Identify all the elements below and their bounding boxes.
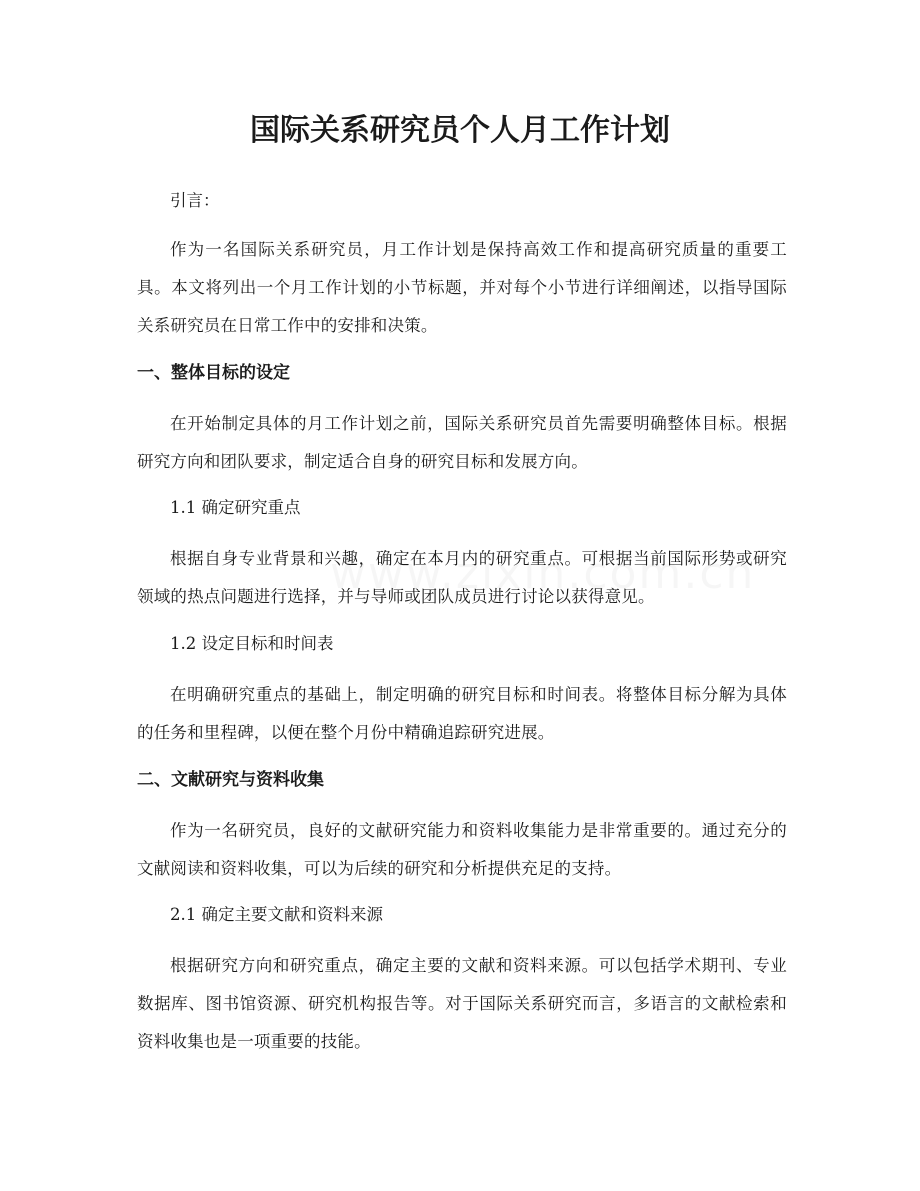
section-1-paragraph: 在开始制定具体的月工作计划之前，国际关系研究员首先需要明确整体目标。根据研究方向和团队要求，制定适合自身的研究目标和发展方向。 bbox=[137, 414, 787, 471]
subsection-2-1-heading: 2.1 确定主要文献和资料来源 bbox=[170, 905, 383, 924]
section-1-heading: 一、整体目标的设定 bbox=[137, 363, 290, 383]
subsection-1-2-paragraph: 在明确研究重点的基础上，制定明确的研究目标和时间表。将整体目标分解为具体的任务和里程碑，以便在整个月份中精确追踪研究进展。 bbox=[137, 685, 787, 742]
intro-label: 引言： bbox=[170, 191, 220, 210]
intro-paragraph: 作为一名国际关系研究员，月工作计划是保持高效工作和提高研究质量的重要工具。本文将列出一个月工作计划的小节标题，并对每个小节进行详细阐述，以指导国际关系研究员在日常工作中的安排和决策。 bbox=[137, 240, 787, 335]
subsection-1-1-heading: 1.1 确定研究重点 bbox=[170, 498, 301, 517]
subsection-1-2-heading: 1.2 设定目标和时间表 bbox=[170, 634, 334, 653]
section-2-paragraph: 作为一名研究员，良好的文献研究能力和资料收集能力是非常重要的。通过充分的文献阅读和资料收集，可以为后续的研究和分析提供充足的支持。 bbox=[137, 821, 787, 878]
subsection-2-1-paragraph: 根据研究方向和研究重点，确定主要的文献和资料来源。可以包括学术期刊、专业数据库、图书馆资源、研究机构报告等。对于国际关系研究而言，多语言的文献检索和资料收集也是一项重要的技能。 bbox=[137, 956, 787, 1051]
section-2-heading: 二、文献研究与资料收集 bbox=[137, 770, 324, 790]
document-title: 国际关系研究员个人月工作计划 bbox=[250, 113, 670, 148]
subsection-1-1-paragraph: 根据自身专业背景和兴趣，确定在本月内的研究重点。可根据当前国际形势或研究领域的热点问题进行选择，并与导师或团队成员进行讨论以获得意见。 bbox=[137, 549, 787, 606]
